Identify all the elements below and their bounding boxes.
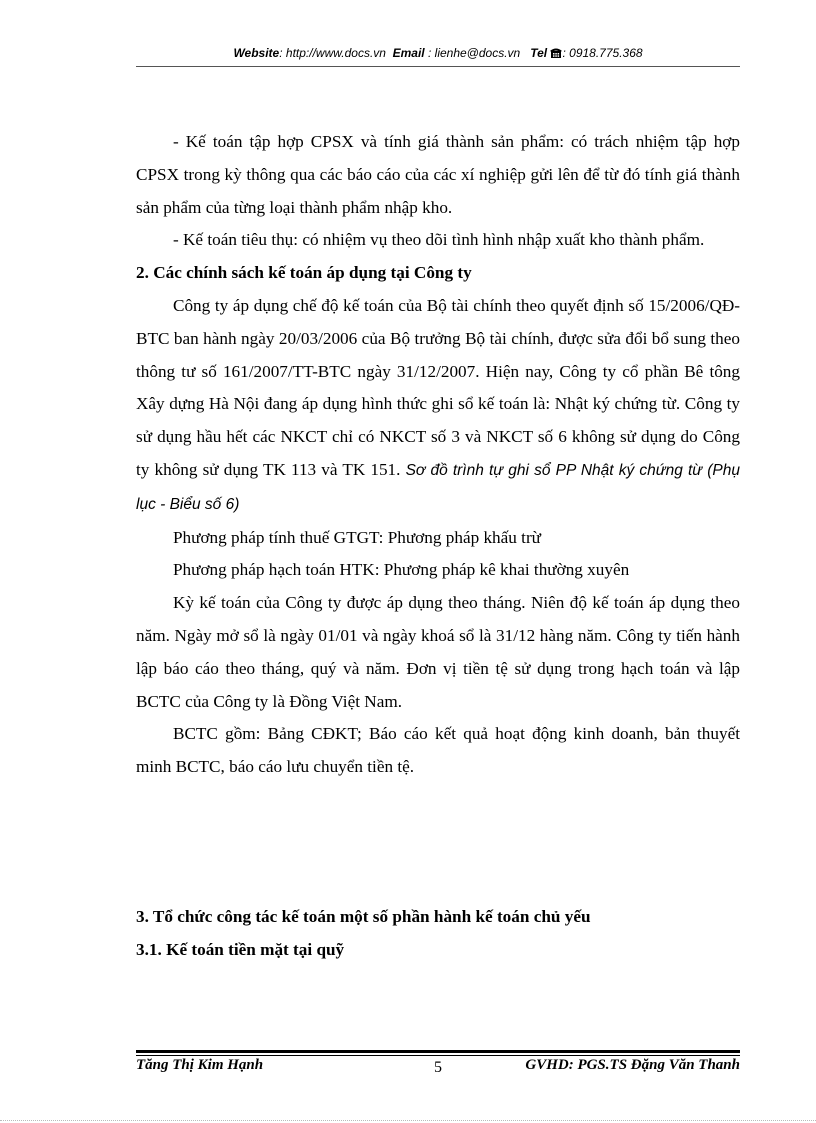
header-divider — [136, 66, 740, 67]
footer-divider-thin — [136, 1055, 740, 1056]
paragraph-inventory-method: Phương pháp hạch toán HTK: Phương pháp kê khai thường xuyên — [173, 560, 630, 580]
page-header — [136, 46, 740, 62]
paragraph-accountant-cost: - Kế toán tập hợp CPSX và tính giá thành sản phẩm: có trách nhiệm tập hợp CPSX trong kỳ thông qua các báo cáo của các xí nghiệp gửi lên để từ đó tính giá thành sản phẩm của từng loại thành phẩm nhập kho. — [136, 132, 740, 217]
email-label: Email — [392, 46, 425, 60]
tel-value: : 0918.775.368 — [562, 46, 643, 60]
document-body — [136, 126, 740, 784]
tel-label: Tel — [530, 46, 548, 60]
website-value[interactable]: : http://www.docs.vn — [279, 46, 386, 60]
accounting-regime-text: Công ty áp dụng chế độ kế toán của Bộ tài chính theo quyết định số 15/2006/QĐ-BTC ban hành ngày 20/03/2006 của Bộ trưởng Bộ tài chính, được sửa đổi bổ sung theo thông tư số 161/2007/TT-BTC ngày 31/12/2007. Hiện nay, Công ty cổ phần Bê tông Xây dựng Hà Nội đang áp dụng hình thức ghi sổ kế toán là: Nhật ký chứng từ. Công ty sử dụng hầu hết các NKCT chỉ có NKCT số 3 và NKCT số 6 không sử dụng do Công ty không sử dụng TK 113 và TK 151. — [136, 295, 740, 479]
page-footer — [136, 1057, 740, 1079]
website-label: Website — [233, 46, 280, 60]
phone-icon — [550, 47, 562, 62]
page-number: 5 — [434, 1059, 442, 1076]
paragraph-financial-statements: BCTC gồm: Bảng CĐKT; Báo cáo kết quả hoạt động kinh doanh, bản thuyết minh BCTC, báo cáo lưu chuyển tiền tệ. — [136, 724, 740, 777]
paragraph-accounting-period: Kỳ kế toán của Công ty được áp dụng theo tháng. Niên độ kế toán áp dụng theo năm. Ngày mở sổ là ngày 01/01 và ngày khoá sổ là 31/12 hàng năm. Công ty tiến hành lập báo cáo theo tháng, quý và năm. Đơn vị tiền tệ sử dụng trong hạch toán và lập BCTC của Công ty là Đồng Việt Nam. — [136, 593, 740, 711]
heading-accounting-policies: 2. Các chính sách kế toán áp dụng tại Công ty — [136, 263, 472, 283]
appendix-reference: Sơ đồ trình tự ghi sổ PP Nhật ký chứng từ (Phụ lục - Biểu số 6) — [136, 461, 740, 513]
heading-cash-accounting: 3.1. Kế toán tiền mặt tại quỹ — [136, 939, 345, 959]
section-three — [136, 901, 740, 967]
paragraph-accountant-sales: - Kế toán tiêu thụ: có nhiệm vụ theo dõi tình hình nhập xuất kho thành phẩm. — [173, 230, 705, 250]
heading-accounting-organization: 3. Tổ chức công tác kế toán một số phần hành kế toán chủ yếu — [136, 907, 591, 926]
paragraph-vat-method: Phương pháp tính thuế GTGT: Phương pháp khấu trừ — [173, 527, 541, 547]
email-value[interactable]: : lienhe@docs.vn — [427, 46, 521, 60]
footer-divider-thick — [136, 1050, 740, 1053]
paragraph-accounting-regime — [136, 290, 740, 522]
page-boundary — [0, 1120, 816, 1121]
footer-advisor: GVHD: PGS.TS Đặng Văn Thanh — [525, 1057, 740, 1073]
footer-author: Tăng Thị Kim Hạnh — [136, 1057, 264, 1073]
